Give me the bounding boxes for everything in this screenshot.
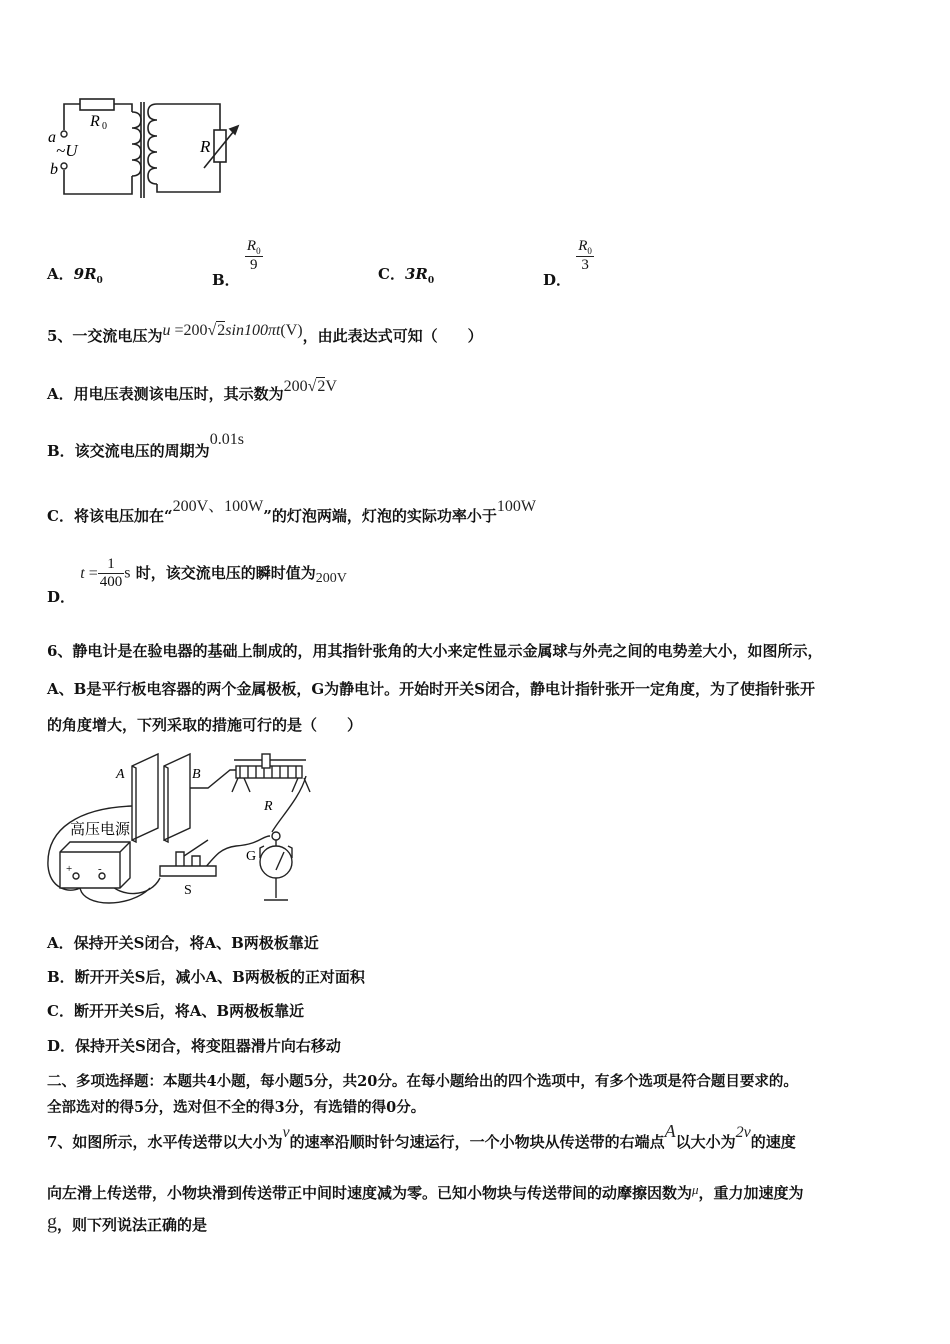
label-electrometer-g: G: [246, 849, 257, 864]
label-plate-a: A: [116, 767, 125, 782]
q6-option-c[interactable]: C．断开开关S后，将A、B两极板靠近: [47, 1002, 305, 1020]
label-minus: -: [98, 863, 102, 875]
q6-stem-line1: 6、静电计是在验电器的基础上制成的，用其指针张角的大小来定性显示金属球与外壳之间的电势差大小，如图所示，: [47, 642, 823, 660]
q4-option-b[interactable]: B． $\frac{R_0}{9}$: [212, 238, 261, 289]
terminal-b: [61, 163, 67, 169]
label-rheostat-r: R: [264, 799, 273, 814]
q6-option-d[interactable]: D．保持开关S闭合，将变阻器滑片向右移动: [47, 1037, 341, 1055]
q6-option-b[interactable]: B．断开开关S后，减小A、B两极板的正对面积: [47, 968, 365, 986]
section2-line2: 全部选对的得5分，选对但不全的得3分，有选错的得0分。: [47, 1099, 426, 1116]
label-r0-sub: 0: [102, 121, 107, 132]
q7-stem-line1: 7、如图所示，水平传送带以大小为v的速率沿顺时针匀速运行，一个小物块从传送带的右端点A以大小为2v的速度: [47, 1121, 796, 1151]
label-source-u: ~U: [56, 141, 78, 160]
label-switch-s: S: [184, 883, 192, 898]
label-r0: R: [90, 113, 100, 130]
q4-option-d[interactable]: D． $\frac{R_0}{3}$: [543, 238, 592, 289]
q7-stem-line2: 向左滑上传送带，小物块滑到传送带正中间时速度减为零。已知小物块与传送带间的动摩擦因数为μ，重力加速度为: [47, 1182, 804, 1202]
q6-option-a[interactable]: A．保持开关S闭合，将A、B两极板靠近: [47, 934, 319, 952]
q5-option-b[interactable]: B．该交流电压的周期为0.01s: [47, 431, 244, 460]
q5-option-c[interactable]: C．将该电压加在“200V、100W”的灯泡两端，灯泡的实际功率小于100W: [47, 498, 536, 525]
transformer-circuit-figure: [40, 92, 250, 204]
q5-option-d[interactable]: D． t = $\frac{1}{400}$ s 时，该交流电压的瞬时值为200V: [47, 556, 347, 606]
label-b: b: [50, 161, 58, 178]
q4-option-a[interactable]: A．$9R_0$: [47, 265, 103, 286]
q7-stem-line3: g，则下列说法正确的是: [47, 1211, 208, 1234]
q6-stem-line2: A、B是平行板电容器的两个金属极板，G为静电计。开始时开关S闭合，静电计指针张开一定角度，为了使指针张开: [47, 680, 815, 698]
label-plate-b: B: [192, 767, 201, 782]
label-a: a: [48, 129, 56, 146]
label-r: R: [200, 137, 211, 156]
electrometer-circuit-figure: [40, 748, 330, 910]
section2-line1: 二、多项选择题：本题共4小题，每小题5分，共20分。在每小题给出的四个选项中，有多个选项是符合题目要求的。: [47, 1073, 798, 1090]
label-plus: +: [66, 863, 73, 875]
q6-stem-line3: 的角度增大，下列采取的措施可行的是（ ）: [47, 716, 363, 734]
terminal-a: [61, 131, 67, 137]
q4-option-c[interactable]: C．$3R_0$: [378, 265, 435, 286]
label-power-supply: 高压电源: [70, 822, 131, 838]
q5-option-a[interactable]: A．用电压表测该电压时，其示数为200√2V: [47, 378, 337, 403]
q5-stem: 5、一交流电压为u =200√2sin100πt(V)，由此表达式可知（ ）: [47, 322, 483, 345]
